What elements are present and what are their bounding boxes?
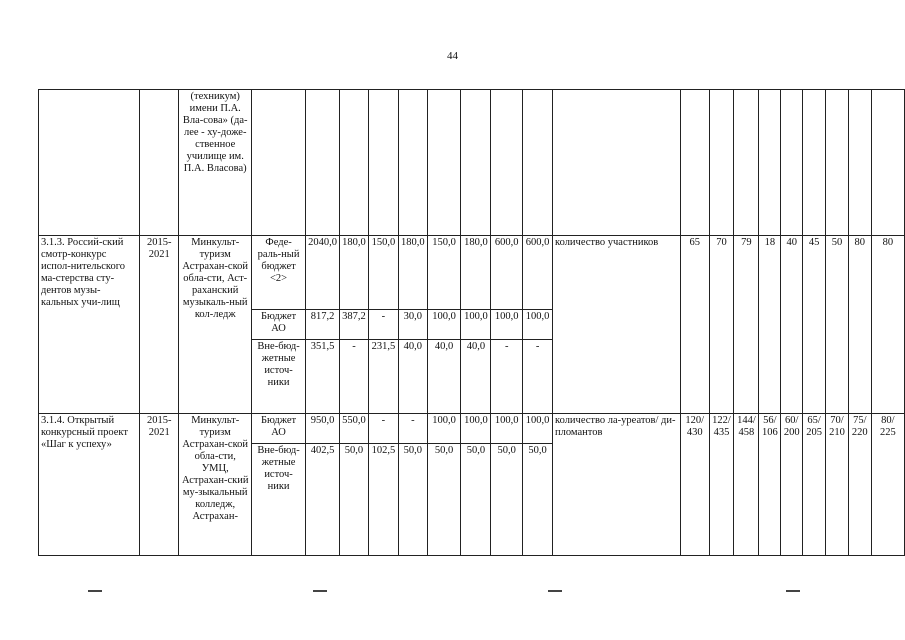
indicator-value: 80 [871,236,904,414]
funding-value: 387,2 [339,310,368,340]
funding-value: 100,0 [491,414,523,444]
funding-value: 50,0 [491,444,523,556]
cont-executor: (техникум) имени П.А. Вла-сова» (да-лее - ху-доже-ственное училище им. П.А. Власова) [179,90,252,236]
funding-value: - [368,310,398,340]
indicator-value: 60/ 200 [781,414,803,556]
scan-mark [313,590,327,592]
funding-source: Феде-раль-ный бюджет <2> [252,236,306,310]
funding-value: 100,0 [427,310,461,340]
funding-value: 950,0 [306,414,340,444]
funding-value: 817,2 [306,310,340,340]
funding-value: 40,0 [461,340,491,414]
funding-value: 600,0 [491,236,523,310]
indicator-value: 75/ 220 [848,414,871,556]
cont-indicator [553,90,681,236]
funding-value: 100,0 [491,310,523,340]
funding-value: 30,0 [398,310,427,340]
scan-mark [786,590,800,592]
funding-value: 102,5 [368,444,398,556]
funding-value: 180,0 [339,236,368,310]
continuation-row [39,90,905,236]
funding-source: Вне-бюд-жетные источ-ники [252,340,306,414]
funding-value: - [368,414,398,444]
funding-value: 50,0 [339,444,368,556]
funding-value: 100,0 [523,414,553,444]
measure-period: 2015-2021 [140,414,179,556]
indicator-value: 144/ 458 [734,414,759,556]
funding-value: - [523,340,553,414]
funding-source: Бюджет АО [252,310,306,340]
scan-mark [88,590,102,592]
measure-executor: Минкульт-туризм Астрахан-ской обла-сти, УМЦ, Астрахан-ский му-зыкальный колледж, Астрахан- [179,414,252,556]
indicator-value: 40 [781,236,803,414]
cont-name [39,90,140,236]
funding-value: 550,0 [339,414,368,444]
indicator-value: 70 [709,236,734,414]
funding-value: - [491,340,523,414]
table-row [39,236,905,310]
funding-value: 50,0 [461,444,491,556]
cont-period [140,90,179,236]
table-row [39,414,905,444]
indicator-value: 120/ 430 [680,414,709,556]
measure-name: 3.1.3. Россий-ский смотр-конкурс испол-нительского ма-стерства сту-дентов музы-кальных учи-лищ [39,236,140,414]
funding-value: 50,0 [427,444,461,556]
funding-source: Вне-бюд-жетные источ-ники [252,444,306,556]
funding-value: 180,0 [461,236,491,310]
funding-value: 2040,0 [306,236,340,310]
indicator-value: 122/ 435 [709,414,734,556]
funding-value: 100,0 [427,414,461,444]
funding-value: 100,0 [461,414,491,444]
funding-value: 600,0 [523,236,553,310]
page-number: 44 [447,50,458,62]
funding-value: 40,0 [398,340,427,414]
funding-value: 100,0 [461,310,491,340]
indicator-value: 56/ 106 [759,414,781,556]
funding-value: 231,5 [368,340,398,414]
indicator-value: 80 [848,236,871,414]
indicator-value: 80/ 225 [871,414,904,556]
measure-executor: Минкульт-туризм Астрахан-ской обла-сти, Аст-раханский музыкаль-ный кол-ледж [179,236,252,414]
indicator-value: 45 [803,236,826,414]
funding-value: - [339,340,368,414]
indicator-value: 70/ 210 [826,414,849,556]
funding-value: 50,0 [398,444,427,556]
funding-value: 150,0 [368,236,398,310]
indicator-value: 18 [759,236,781,414]
indicator-value: 50 [826,236,849,414]
program-table [38,89,905,556]
measure-period: 2015-2021 [140,236,179,414]
funding-value: 351,5 [306,340,340,414]
funding-value: 100,0 [523,310,553,340]
funding-value: 402,5 [306,444,340,556]
funding-value: 150,0 [427,236,461,310]
funding-value: 50,0 [523,444,553,556]
indicator-value: 79 [734,236,759,414]
funding-value: 180,0 [398,236,427,310]
indicator-value: 65 [680,236,709,414]
funding-value: 40,0 [427,340,461,414]
scan-mark [548,590,562,592]
funding-source: Бюджет АО [252,414,306,444]
indicator-name: количество участников [553,236,681,414]
indicator-name: количество ла-уреатов/ ди-пломантов [553,414,681,556]
funding-value: - [398,414,427,444]
measure-name: 3.1.4. Открытый конкурсный проект «Шаг к успеху» [39,414,140,556]
indicator-value: 65/ 205 [803,414,826,556]
